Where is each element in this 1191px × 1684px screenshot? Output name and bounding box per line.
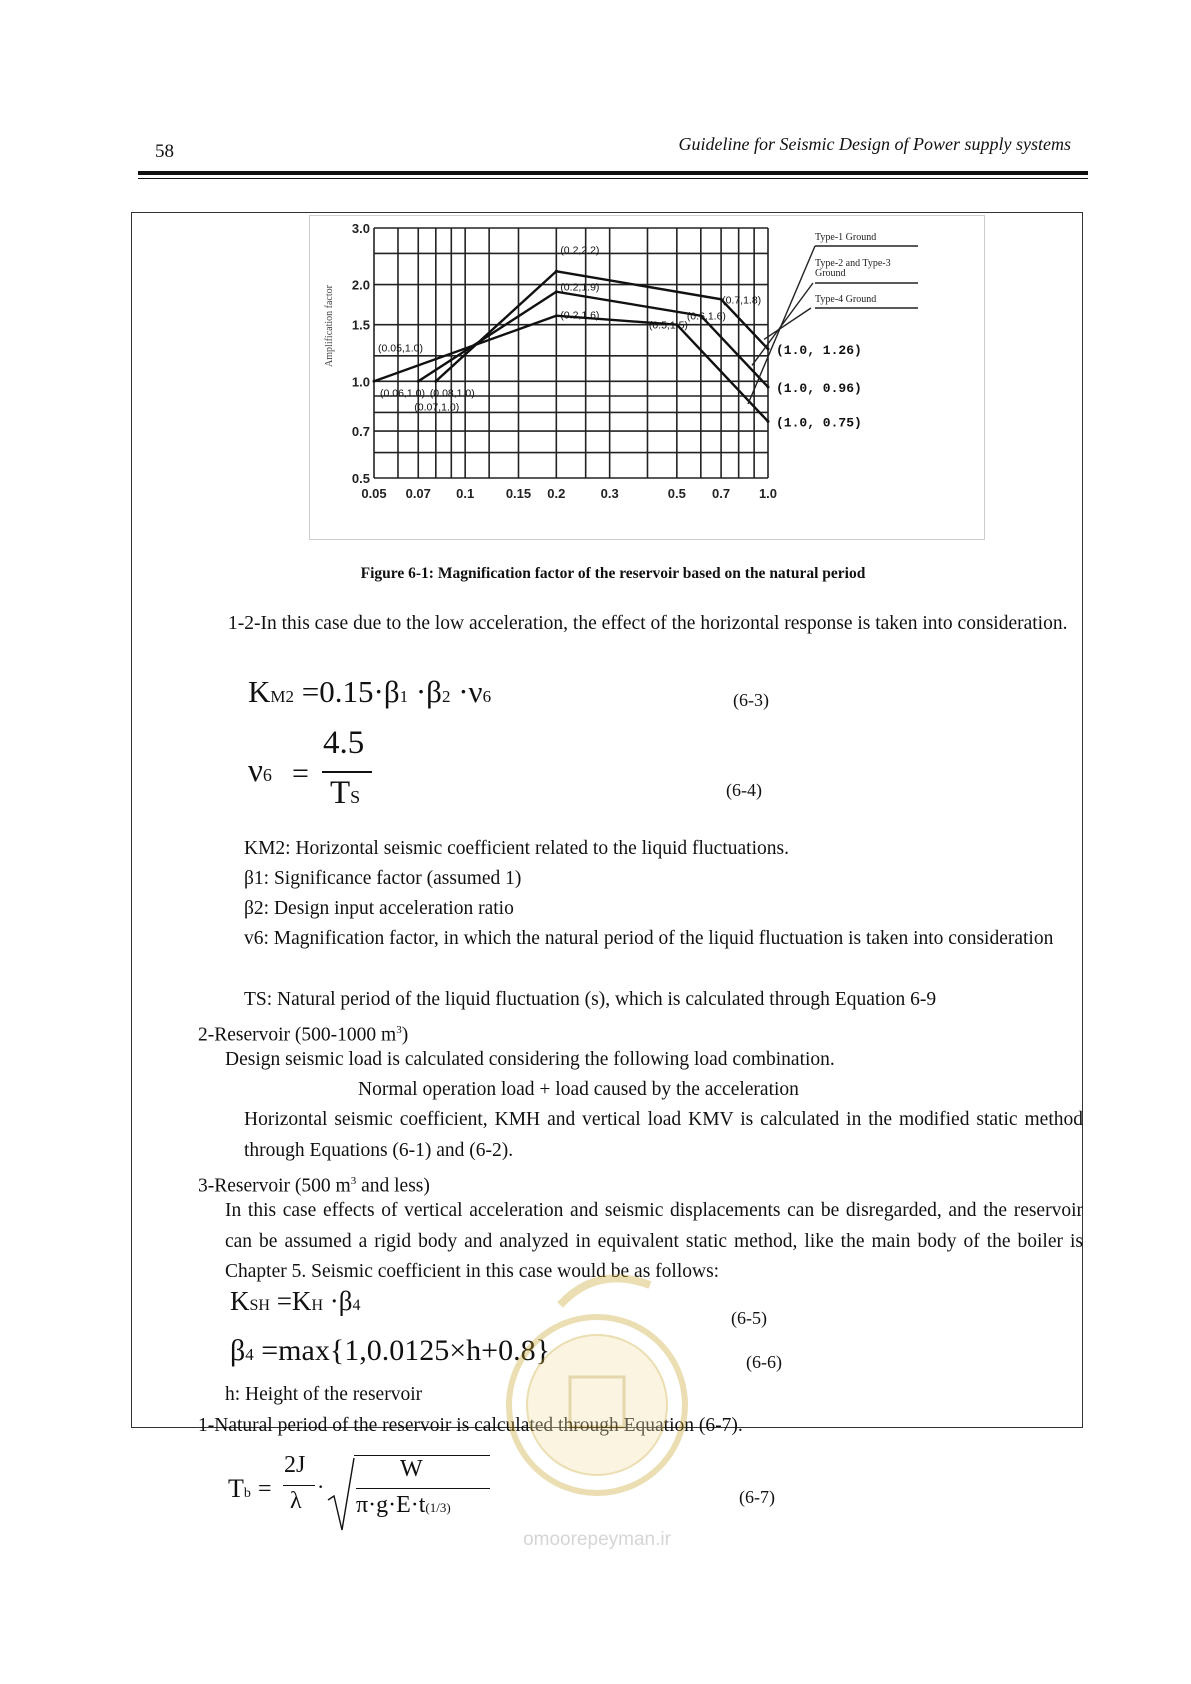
y-tick-label: 2.0 (351, 277, 370, 293)
data-annotation: (0.2,1.6) (560, 309, 600, 322)
x-tick-label: 0.3 (600, 486, 619, 501)
data-annotation: (1.0, 0.96) (776, 380, 862, 396)
x-tick-label: 0.15 (505, 486, 532, 501)
equation-6-5: KSH =KH ·β4 (230, 1286, 361, 1316)
data-point (767, 420, 770, 423)
y-axis-label: Amplification factor (324, 285, 335, 367)
x-tick-label: 0.1 (456, 486, 475, 501)
definition-beta2: β2: Design input acceleration ratio (244, 898, 514, 919)
chart-legend (748, 232, 918, 404)
data-annotation: (0.2,1.9) (560, 281, 600, 294)
y-tick-label: 3.0 (351, 221, 370, 236)
page-number: 58 (155, 141, 174, 162)
data-point (767, 385, 770, 388)
heading-2-text: 2-Reservoir (500-1000 m (198, 1024, 397, 1046)
y-tick-label: 1.0 (351, 374, 370, 390)
definition-beta1: β1: Significance factor (assumed 1) (244, 868, 522, 889)
legend-label: Type-4 Ground (815, 294, 877, 305)
definition-ts: TS: Natural period of the liquid fluctuation (s), which is calculated through Equation 6-9 (244, 989, 937, 1010)
x-tick-label: 0.2 (547, 486, 566, 501)
paragraph-kmh-kmv: Horizontal seismic coefficient, KMH and vertical load KMV is calculated in the modified static method through Equations (6-1) and (6-2). (244, 1109, 1083, 1161)
data-annotation: (0.05,1.0) (378, 342, 423, 355)
series-line (418, 292, 768, 387)
x-tick-label: 1.0 (758, 486, 778, 501)
watermark (490, 1245, 705, 1565)
definition-km2: KM2: Horizontal seismic coefficient related to the liquid fluctuations. (244, 838, 789, 859)
y-tick-label: 0.7 (351, 424, 370, 440)
equation-6-7: Tb = 2J λ · W π·g·E·t(1/3) (228, 1452, 488, 1552)
equation-6-6: β4 =max{1,0.0125×h+0.8} (230, 1334, 550, 1367)
definition-h: h: Height of the reservoir (225, 1384, 423, 1405)
amplification-chart (309, 215, 985, 540)
data-annotation: (0.2,2.2) (560, 244, 600, 257)
watermark-logo-icon (490, 1245, 705, 1565)
x-tick-label: 0.7 (712, 486, 731, 501)
data-point (434, 380, 437, 383)
equation-6-6-number: (6-6) (746, 1352, 782, 1372)
data-annotation: (0.6,1.6) (686, 310, 726, 323)
chart-grid (374, 228, 768, 478)
heading-2-post: ) (401, 1024, 409, 1046)
series-line (436, 271, 768, 381)
running-title: Guideline for Seismic Design of Power supply systems (678, 134, 1071, 154)
legend-leader (764, 308, 811, 339)
equation-6-4-number: (6-4) (726, 780, 762, 800)
watermark-text: omoorepeyman.ir (523, 1529, 671, 1550)
heading-3-sup: 3 (350, 1175, 357, 1187)
y-tick-label: 1.5 (351, 317, 370, 333)
legend-label-cont: Ground (815, 268, 846, 279)
paragraph-1-2-text: 1-2-In this case due to the low acceleration, the effect of the horizontal response is taken into consideration. (228, 613, 1068, 634)
paragraph-1-2 (228, 609, 1083, 640)
x-tick-label: 0.05 (361, 486, 387, 501)
data-point (555, 314, 558, 317)
data-annotation: (0.5,1.5) (648, 319, 688, 332)
y-tick-label: 0.5 (351, 471, 370, 486)
heading-2-sup: 3 (396, 1024, 402, 1036)
paragraph-natural-period: 1-Natural period of the reservoir is calculated through Equation (6-7). (198, 1415, 743, 1436)
equation-6-4: ν6 = 4.5 TS (248, 725, 448, 825)
data-point (373, 380, 376, 383)
header-rule (138, 171, 1088, 175)
equation-6-5-number: (6-5) (731, 1308, 767, 1328)
heading-3-post: and less) (356, 1175, 430, 1197)
data-annotation: (1.0, 0.75) (776, 415, 862, 431)
data-annotation: (0.7,1.8) (722, 294, 762, 307)
equation-6-3-number: (6-3) (733, 690, 769, 710)
data-point (555, 290, 558, 293)
legend-label: Type-1 Ground (815, 232, 877, 243)
chart-ticks (352, 221, 777, 501)
load-combination: Normal operation load + load caused by the acceleration (358, 1079, 799, 1100)
data-point (555, 270, 558, 273)
equation-6-7-number: (6-7) (739, 1487, 775, 1507)
paragraph-rigid-body: In this case effects of vertical acceleration and seismic displacements can be disregarded, and the reservoir can be assumed a rigid body and analyzed in equivalent static method, like the main body of the boiler is Chapter 5. Seismic coefficient in this case would be as follows: (225, 1200, 1083, 1282)
data-annotation: (0.08,1.0) (429, 387, 475, 400)
data-annotation: (0.06,1.0) (380, 387, 425, 400)
data-point (417, 380, 420, 383)
heading-3-text: 3-Reservoir (500 m (198, 1175, 351, 1197)
data-annotation: (1.0, 1.26) (776, 343, 862, 359)
figure-caption: Figure 6-1: Magnification factor of the reservoir based on the natural period (360, 565, 866, 582)
data-annotation: (0.07,1.0) (414, 401, 460, 414)
x-tick-label: 0.07 (405, 486, 431, 501)
data-point (767, 348, 770, 351)
x-tick-label: 0.5 (667, 486, 686, 501)
paragraph-load-combination: Design seismic load is calculated considering the following load combination. (225, 1049, 835, 1070)
header-rule-thin (138, 178, 1088, 179)
equation-6-3: KM2 =0.15·β1 ·β2 ·ν6 (248, 674, 492, 709)
chart-svg (310, 216, 984, 539)
legend-label: Type-2 and Type-3 (815, 258, 891, 269)
definition-v6: v6: Magnification factor, in which the natural period of the liquid fluctuation is taken into consideration (244, 928, 1054, 949)
